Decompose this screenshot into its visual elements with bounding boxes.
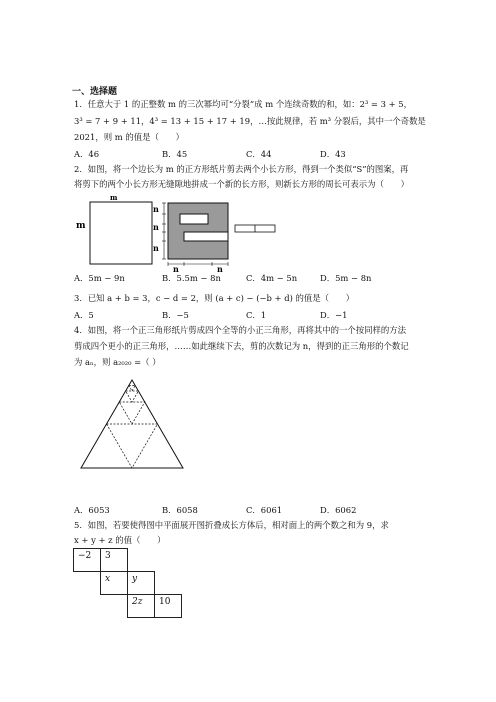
q1-line1: 1．任意大于 1 的正整数 m 的三次幂均可“分裂”成 m 个连续奇数的和，如：2³ = 3 + 5， bbox=[74, 99, 412, 109]
net-cell-3: 3 bbox=[100, 548, 128, 572]
q5-line1: 5．如图，若要使得图中平面展开图折叠成长方体后，相对面上的两个数之和为 9，求 bbox=[74, 520, 389, 530]
q2-figure bbox=[72, 192, 287, 272]
q4-line2: 剪成四个更小的正三角形，……如此继续下去，剪的次数记为 n，得到的正三角形的个数记 bbox=[74, 341, 409, 351]
q2-option-a[interactable]: A．5m − 9n bbox=[74, 273, 125, 283]
s-shape bbox=[168, 203, 228, 259]
q1-line3: 2021，则 m 的值是（ ） bbox=[74, 132, 184, 142]
q2-option-c[interactable]: C．4m − 5n bbox=[246, 273, 298, 283]
net-cell-2z: 2z bbox=[127, 594, 155, 618]
q3-option-b[interactable]: B．−5 bbox=[162, 310, 189, 320]
q1-option-b[interactable]: B．45 bbox=[162, 149, 188, 159]
net-cell-x: x bbox=[100, 571, 128, 595]
q3-option-a[interactable]: A．5 bbox=[74, 310, 94, 320]
section-title: 一、选择题 bbox=[72, 87, 118, 97]
q3-option-d[interactable]: D．−1 bbox=[320, 310, 348, 320]
label-m-left: m bbox=[76, 221, 86, 231]
q1-line2: 3³ = 7 + 9 + 11，4³ = 13 + 15 + 17 + 19，…按此规律，若 m³ 分裂后，其中一个奇数是 bbox=[74, 116, 426, 126]
q4-option-a[interactable]: A．6053 bbox=[74, 505, 110, 515]
q4-option-c[interactable]: C．6061 bbox=[246, 505, 283, 515]
label-n-3: n bbox=[153, 243, 159, 253]
q3-option-c[interactable]: C．1 bbox=[246, 310, 267, 320]
big-square bbox=[90, 202, 152, 264]
label-n-5: n bbox=[217, 264, 223, 272]
q4-option-b[interactable]: B．6058 bbox=[162, 505, 198, 515]
label-n-1: n bbox=[153, 204, 159, 214]
q5-line2: x + y + z 的值（ ） bbox=[74, 535, 166, 545]
cut-slot-bottom bbox=[184, 232, 228, 241]
q1-option-c[interactable]: C．44 bbox=[246, 149, 272, 159]
net-cell-minus2: −2 bbox=[73, 548, 101, 572]
net-cell-y: y bbox=[127, 571, 155, 595]
q2-option-b[interactable]: B．5.5m − 8n bbox=[162, 273, 221, 283]
q4-line3: 为 aₙ，则 a₂₀₂₀ =（ ） bbox=[74, 357, 161, 367]
q2-line1: 2．如图，将一个边长为 m 的正方形纸片剪去两个小长方形，得到一个类似“S”的图案，再 bbox=[74, 164, 409, 174]
cut-slot-top bbox=[180, 214, 208, 224]
q4-triangle-figure bbox=[78, 378, 186, 472]
q4-line1: 4．如图，将一个正三角形纸片剪成四个全等的小正三角形，再将其中的一个按同样的方法 bbox=[74, 325, 406, 335]
q1-option-d[interactable]: D．43 bbox=[320, 149, 346, 159]
label-m-top: m bbox=[110, 193, 118, 202]
q4-option-d[interactable]: D．6062 bbox=[320, 505, 357, 515]
q2-option-d[interactable]: D．5m − 8n bbox=[320, 273, 372, 283]
q5-net-figure bbox=[73, 548, 185, 620]
label-n-2: n bbox=[153, 222, 159, 232]
q3-line1: 3．已知 a + b = 3，c − d = 2，则 (a + c) − (−b + d) 的值是（ ） bbox=[74, 293, 355, 303]
q1-option-a[interactable]: A．46 bbox=[74, 149, 100, 159]
net-cell-10: 10 bbox=[154, 594, 182, 618]
label-n-4: n bbox=[173, 264, 179, 272]
q2-line2: 将剪下的两个小长方形无缝隙地拼成一个新的长方形，则新长方形的周长可表示为（ ） bbox=[74, 179, 409, 189]
